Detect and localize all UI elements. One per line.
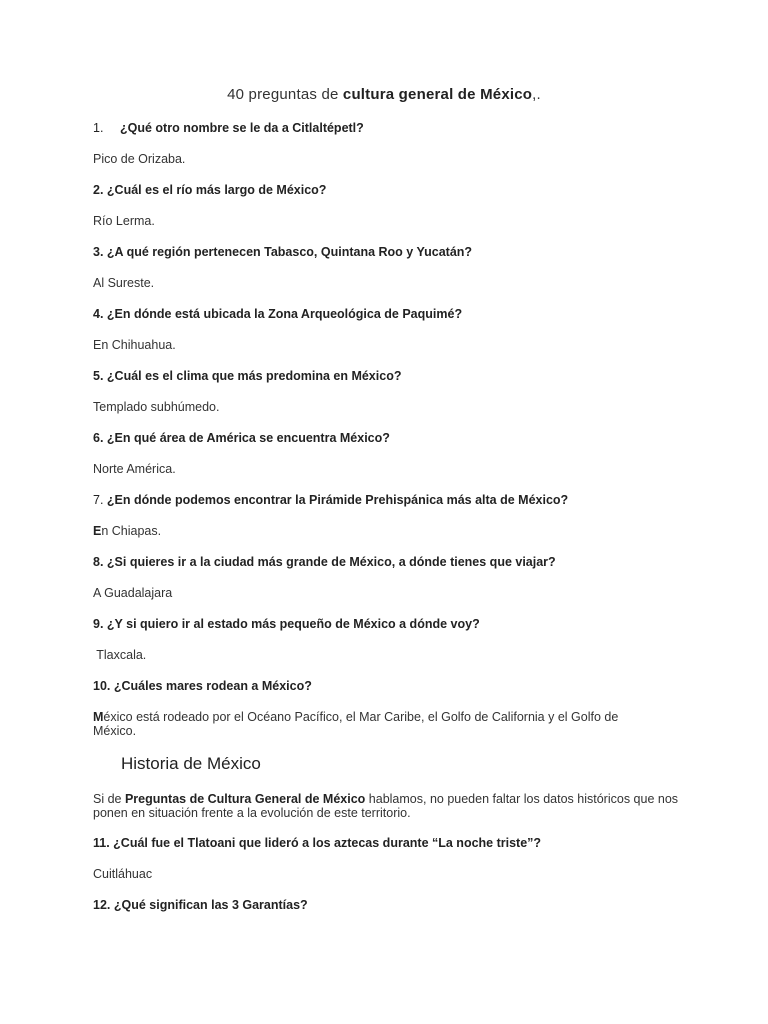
question-number: 3. [93, 245, 104, 259]
question-3 [93, 245, 472, 259]
document-title [0, 86, 768, 103]
question-text: ¿Cuál es el río más largo de México? [106, 183, 327, 197]
answer-initial: M [93, 710, 104, 724]
question-text: ¿Qué significan las 3 Garantías? [113, 898, 308, 912]
question-4 [93, 307, 462, 321]
question-12 [93, 898, 308, 912]
intro-prefix: Si de [93, 792, 125, 806]
question-11 [93, 836, 541, 850]
question-text: ¿Cuál es el clima que más predomina en México? [106, 369, 402, 383]
question-text: ¿Cuáles mares rodean a México? [113, 679, 312, 693]
question-number: 5. [93, 369, 104, 383]
question-number: 12. [93, 898, 111, 912]
question-number: 4. [93, 307, 104, 321]
question-number: 6. [93, 431, 104, 445]
answer-7 [93, 524, 161, 538]
title-suffix: ,. [532, 86, 541, 103]
answer-6: Norte América. [93, 462, 176, 476]
question-text: ¿Y si quiero ir al estado más pequeño de México a dónde voy? [106, 617, 480, 631]
answer-2: Río Lerma. [93, 214, 155, 228]
question-5 [93, 369, 401, 383]
question-10 [93, 679, 312, 693]
intro-suffix: hablamos, no pueden faltar los datos históricos que nos ponen en situación frente a la evolución de este territorio. [93, 792, 679, 820]
question-text: ¿En dónde está ubicada la Zona Arqueológica de Paquimé? [106, 307, 463, 321]
answer-rest: uitláhuac [102, 867, 153, 881]
question-6 [93, 431, 390, 445]
answer-9: Tlaxcala. [93, 648, 147, 662]
answer-5: Templado subhúmedo. [93, 400, 220, 414]
answer-rest: éxico está rodeado por el Océano Pacífico, el Mar Caribe, el Golfo de California y el Golfo de México. [93, 710, 619, 738]
question-8 [93, 555, 556, 569]
answer-8: A Guadalajara [93, 586, 173, 600]
question-number: 1. [93, 121, 104, 135]
question-7 [93, 493, 568, 507]
question-text: ¿Cuál fue el Tlatoani que lideró a los aztecas durante “La noche triste”? [113, 836, 542, 850]
question-number: 7. [93, 493, 104, 507]
question-2 [93, 183, 326, 197]
question-number: 8. [93, 555, 104, 569]
question-text: ¿Qué otro nombre se le da a Citlaltépetl? [120, 121, 364, 135]
answer-rest: n Chiapas. [101, 524, 162, 538]
answer-10 [93, 710, 653, 738]
question-text: ¿Si quieres ir a la ciudad más grande de México, a dónde tienes que viajar? [106, 555, 556, 569]
section-intro [93, 792, 683, 820]
question-number: 11. [93, 836, 110, 850]
answer-4: En Chihuahua. [93, 338, 176, 352]
question-9 [93, 617, 480, 631]
question-number: 10. [93, 679, 111, 693]
question-1 [93, 121, 364, 135]
answer-1: Pico de Orizaba. [93, 152, 186, 166]
title-bold: cultura general de México [342, 86, 533, 103]
answer-initial: E [93, 524, 102, 538]
answer-11 [93, 867, 152, 881]
question-text: ¿En dónde podemos encontrar la Pirámide Prehispánica más alta de México? [106, 493, 569, 507]
answer-3: Al Sureste. [93, 276, 155, 290]
question-number: 2. [93, 183, 104, 197]
question-text: ¿En qué área de América se encuentra México? [106, 431, 390, 445]
question-number: 9. [93, 617, 104, 631]
answer-initial: C [93, 867, 103, 881]
intro-bold: Preguntas de Cultura General de México [124, 792, 366, 806]
section-heading: Historia de México [121, 754, 261, 773]
question-text: ¿A qué región pertenecen Tabasco, Quintana Roo y Yucatán? [106, 245, 473, 259]
title-prefix: 40 preguntas de [227, 86, 343, 103]
